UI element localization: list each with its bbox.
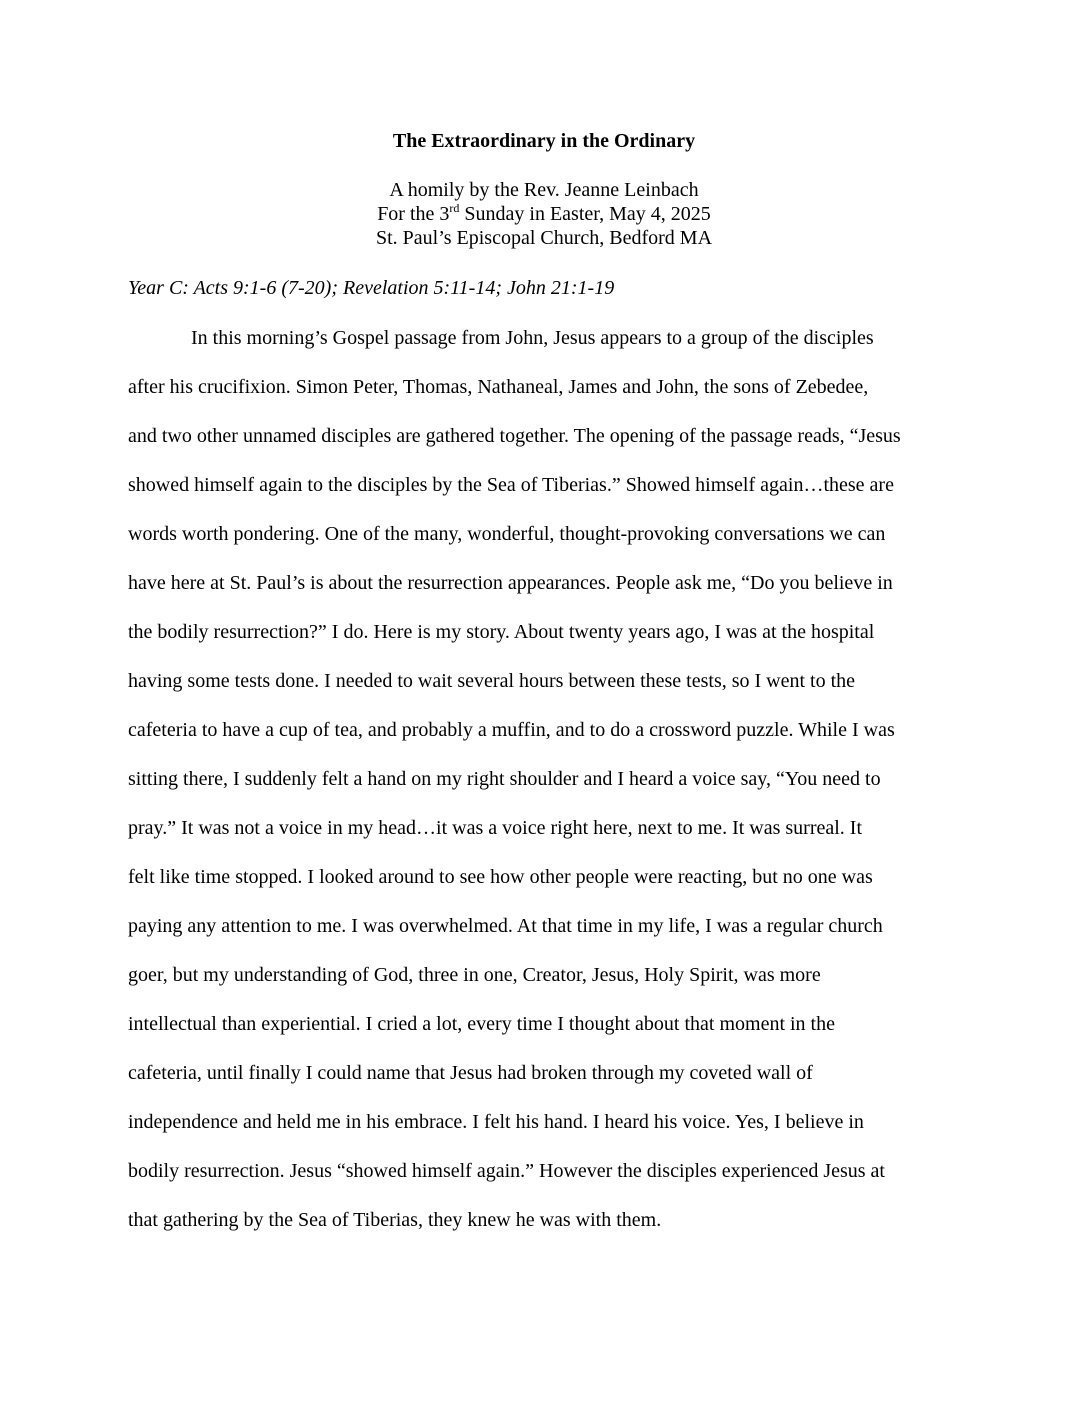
body-line: In this morning’s Gospel passage from John, Jesus appears to a group of the disciples bbox=[191, 327, 874, 349]
body-line: bodily resurrection. Jesus “showed himself again.” However the disciples experienced Jesus at bbox=[128, 1160, 885, 1182]
byline bbox=[0, 178, 1088, 250]
body-line: paying any attention to me. I was overwhelmed. At that time in my life, I was a regular church bbox=[128, 915, 883, 937]
body-line: after his crucifixion. Simon Peter, Thomas, Nathaneal, James and John, the sons of Zebedee, bbox=[128, 376, 869, 398]
body-line: having some tests done. I needed to wait several hours between these tests, so I went to the bbox=[128, 670, 856, 692]
author-line: A homily by the Rev. Jeanne Leinbach bbox=[389, 179, 699, 201]
body-line: cafeteria, until finally I could name that Jesus had broken through my coveted wall of bbox=[128, 1062, 813, 1084]
body-line: showed himself again to the disciples by the Sea of Tiberias.” Showed himself again…these are bbox=[128, 474, 894, 496]
body-line: felt like time stopped. I looked around to see how other people were reacting, but no one was bbox=[128, 866, 873, 888]
body-line: goer, but my understanding of God, three in one, Creator, Jesus, Holy Spirit, was more bbox=[128, 964, 821, 986]
lectionary-readings: Year C: Acts 9:1-6 (7-20); Revelation 5:11-14; John 21:1-19 bbox=[128, 277, 615, 299]
body-line: pray.” It was not a voice in my head…it was a voice right here, next to me. It was surreal. It bbox=[128, 817, 863, 839]
homily-body bbox=[128, 322, 978, 1253]
body-line: cafeteria to have a cup of tea, and probably a muffin, and to do a crossword puzzle. While I was bbox=[128, 719, 895, 741]
body-line: intellectual than experiential. I cried a lot, every time I thought about that moment in the bbox=[128, 1013, 835, 1035]
ordinal-superscript: rd bbox=[449, 201, 460, 215]
occasion-prefix: For the 3 bbox=[377, 203, 450, 225]
occasion-suffix: Sunday in Easter, May 4, 2025 bbox=[459, 203, 711, 225]
body-line: the bodily resurrection?” I do. Here is my story. About twenty years ago, I was at the hospital bbox=[128, 621, 875, 643]
body-line: independence and held me in his embrace. I felt his hand. I heard his voice. Yes, I believe in bbox=[128, 1111, 864, 1133]
body-line: and two other unnamed disciples are gathered together. The opening of the passage reads, “Jesus bbox=[128, 425, 901, 447]
body-line: sitting there, I suddenly felt a hand on my right shoulder and I heard a voice say, “You need to bbox=[128, 768, 881, 790]
body-line: that gathering by the Sea of Tiberias, they knew he was with them. bbox=[128, 1209, 662, 1231]
body-line: words worth pondering. One of the many, wonderful, thought-provoking conversations we can bbox=[128, 523, 886, 545]
homily-title: The Extraordinary in the Ordinary bbox=[392, 130, 696, 152]
church-line: St. Paul’s Episcopal Church, Bedford MA bbox=[375, 227, 713, 249]
body-line: have here at St. Paul’s is about the resurrection appearances. People ask me, “Do you believe in bbox=[128, 572, 893, 594]
occasion-line bbox=[0, 202, 1088, 226]
